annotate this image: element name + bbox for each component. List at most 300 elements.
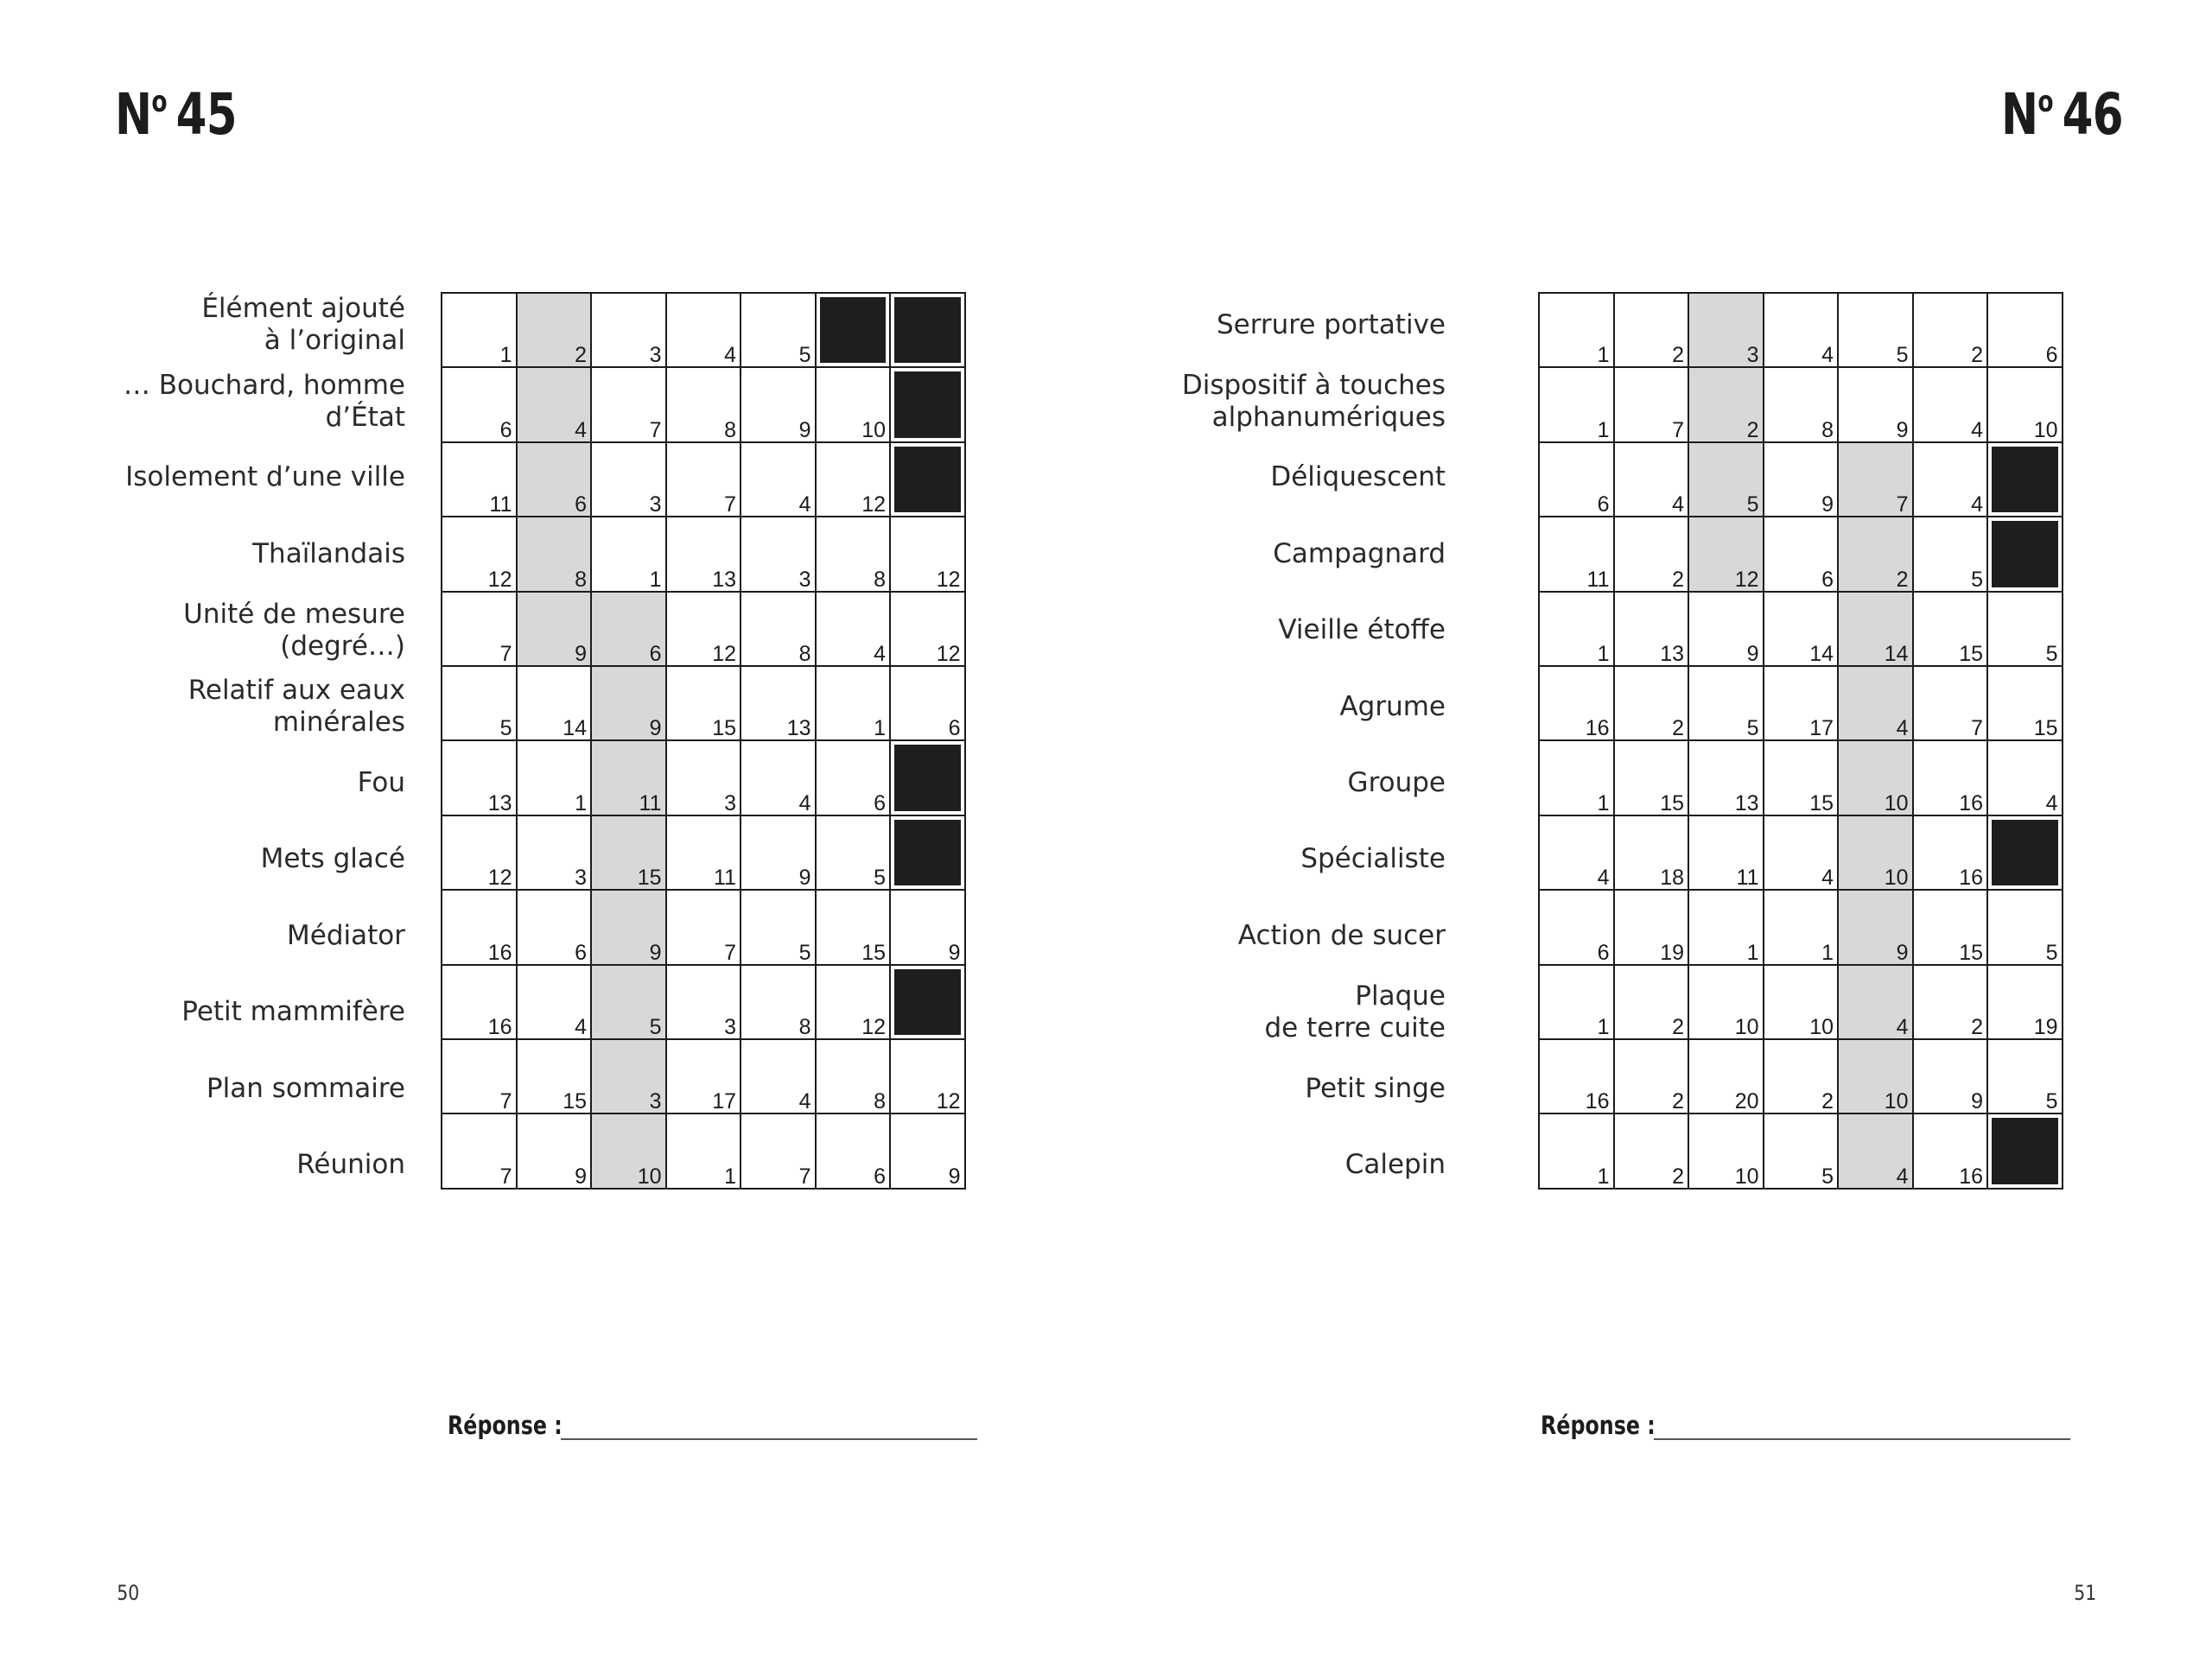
black-cell xyxy=(816,293,891,367)
cell-number: 1 xyxy=(1821,940,1834,965)
letter-cell[interactable] xyxy=(591,293,666,367)
cell-number: 1 xyxy=(874,716,886,741)
letter-cell[interactable] xyxy=(890,890,965,964)
black-cell xyxy=(890,740,965,815)
answer-label: Réponse : xyxy=(1541,1411,1656,1440)
letter-cell[interactable] xyxy=(1987,1039,2063,1114)
letter-cell[interactable] xyxy=(816,666,891,740)
letter-cell[interactable] xyxy=(741,592,816,666)
letter-cell[interactable] xyxy=(1913,367,1988,441)
cell-number: 12 xyxy=(712,641,736,666)
cell-number: 5 xyxy=(1746,716,1759,741)
letter-cell[interactable] xyxy=(1913,740,1988,815)
cell-number: 3 xyxy=(649,1089,662,1114)
letter-cell[interactable] xyxy=(816,1114,891,1188)
letter-cell[interactable] xyxy=(1688,1114,1764,1188)
letter-cell[interactable] xyxy=(442,1114,517,1188)
shaded-letter-cell[interactable] xyxy=(517,293,592,367)
letter-cell[interactable] xyxy=(1614,740,1689,815)
cell-number: 3 xyxy=(1746,343,1759,368)
clue-text: Élément ajouté à l’original xyxy=(201,293,405,357)
letter-cell[interactable] xyxy=(1614,965,1689,1039)
letter-cell[interactable] xyxy=(816,442,891,517)
letter-cell[interactable] xyxy=(666,517,741,591)
letter-cell[interactable] xyxy=(741,666,816,740)
letter-cell[interactable] xyxy=(1987,666,2063,740)
letter-cell[interactable] xyxy=(591,517,666,591)
cell-number: 12 xyxy=(936,641,961,666)
cell-number: 5 xyxy=(499,716,512,741)
clue-text: Fou xyxy=(357,767,405,799)
shaded-letter-cell[interactable] xyxy=(591,740,666,815)
shaded-letter-cell[interactable] xyxy=(1838,442,1913,517)
black-cell xyxy=(1987,517,2063,591)
shaded-letter-cell[interactable] xyxy=(1838,740,1913,815)
letter-cell[interactable] xyxy=(1764,367,1839,441)
letter-cell[interactable] xyxy=(1688,815,1764,890)
cell-number: 12 xyxy=(861,1014,886,1039)
shaded-letter-cell[interactable] xyxy=(1838,666,1913,740)
cell-number: 7 xyxy=(798,1164,811,1189)
letter-cell[interactable] xyxy=(1764,1114,1839,1188)
letter-cell[interactable] xyxy=(741,293,816,367)
letter-cell[interactable] xyxy=(741,815,816,890)
cell-number: 16 xyxy=(1585,716,1610,741)
cell-number: 9 xyxy=(798,866,811,891)
letter-cell[interactable] xyxy=(666,965,741,1039)
black-cell xyxy=(890,442,965,517)
cell-number: 5 xyxy=(2045,940,2058,965)
letter-cell[interactable] xyxy=(1764,442,1839,517)
letter-cell[interactable] xyxy=(1688,1039,1764,1114)
cell-number: 3 xyxy=(649,492,662,517)
cell-number: 7 xyxy=(499,1089,512,1114)
cell-number: 14 xyxy=(1809,641,1834,666)
letter-cell[interactable] xyxy=(666,740,741,815)
cell-number: 15 xyxy=(1959,940,1983,965)
letter-cell[interactable] xyxy=(666,293,741,367)
letter-cell[interactable] xyxy=(1764,592,1839,666)
letter-cell[interactable] xyxy=(517,740,592,815)
letter-cell[interactable] xyxy=(890,592,965,666)
letter-cell[interactable] xyxy=(1688,592,1764,666)
letter-cell[interactable] xyxy=(741,890,816,964)
clue-text: Groupe xyxy=(1347,767,1446,799)
shaded-letter-cell[interactable] xyxy=(517,442,592,517)
letter-cell[interactable] xyxy=(1764,890,1839,964)
cell-number: 13 xyxy=(712,567,736,592)
cell-number: 19 xyxy=(1660,940,1684,965)
cell-number: 15 xyxy=(2033,716,2058,741)
cell-number: 11 xyxy=(714,866,736,891)
cell-number: 7 xyxy=(724,940,736,965)
shaded-letter-cell[interactable] xyxy=(517,592,592,666)
letter-cell[interactable] xyxy=(1688,740,1764,815)
letter-cell[interactable] xyxy=(1614,442,1689,517)
shaded-letter-cell[interactable] xyxy=(1838,592,1913,666)
letter-cell[interactable] xyxy=(1913,965,1988,1039)
letter-cell[interactable] xyxy=(442,965,517,1039)
letter-cell[interactable] xyxy=(1987,965,2063,1039)
cell-number: 10 xyxy=(1884,1089,1909,1114)
shaded-letter-cell[interactable] xyxy=(1838,1039,1913,1114)
cell-number: 4 xyxy=(1896,1164,1909,1189)
letter-cell[interactable] xyxy=(1539,442,1614,517)
letter-cell[interactable] xyxy=(1913,1039,1988,1114)
shaded-letter-cell[interactable] xyxy=(591,666,666,740)
grid-row xyxy=(1539,1039,2063,1114)
letter-cell[interactable] xyxy=(1913,890,1988,964)
letter-cell[interactable] xyxy=(1764,666,1839,740)
letter-cell[interactable] xyxy=(1913,442,1988,517)
puzzle-number: 46 xyxy=(2062,81,2123,148)
cell-number: 16 xyxy=(487,940,512,965)
letter-cell[interactable] xyxy=(517,890,592,964)
letter-cell[interactable] xyxy=(890,1039,965,1114)
clue-text: Agrume xyxy=(1339,690,1446,722)
clue-text: Dispositif à touches alphanumériques xyxy=(1181,369,1446,433)
shaded-letter-cell[interactable] xyxy=(1688,442,1764,517)
letter-cell[interactable] xyxy=(890,517,965,591)
cell-number: 9 xyxy=(575,1164,587,1189)
grid-row xyxy=(442,1114,965,1188)
shaded-letter-cell[interactable] xyxy=(1838,890,1913,964)
letter-cell[interactable] xyxy=(1539,1039,1614,1114)
letter-cell[interactable] xyxy=(442,442,517,517)
clue-text: Campagnard xyxy=(1273,537,1446,569)
grid-row xyxy=(1539,592,2063,666)
letter-cell[interactable] xyxy=(666,815,741,890)
grid-row xyxy=(1539,890,2063,964)
shaded-letter-cell[interactable] xyxy=(591,965,666,1039)
letter-cell[interactable] xyxy=(890,666,965,740)
shaded-letter-cell[interactable] xyxy=(591,1039,666,1114)
grid-row xyxy=(1539,815,2063,890)
cell-number: 2 xyxy=(1672,1014,1684,1039)
letter-cell[interactable] xyxy=(1764,815,1839,890)
letter-cell[interactable] xyxy=(1764,1039,1839,1114)
letter-cell[interactable] xyxy=(1688,890,1764,964)
letter-cell[interactable] xyxy=(517,815,592,890)
shaded-letter-cell[interactable] xyxy=(591,1114,666,1188)
letter-cell[interactable] xyxy=(1913,1114,1988,1188)
cell-number: 15 xyxy=(1660,790,1684,815)
letter-cell[interactable] xyxy=(1688,965,1764,1039)
cell-number: 10 xyxy=(1884,790,1909,815)
cell-number: 2 xyxy=(1672,567,1684,592)
cell-number: 6 xyxy=(1597,940,1610,965)
letter-cell[interactable] xyxy=(1913,666,1988,740)
letter-cell[interactable] xyxy=(1539,293,1614,367)
letter-cell[interactable] xyxy=(741,442,816,517)
letter-cell[interactable] xyxy=(1539,890,1614,964)
cell-number: 10 xyxy=(2033,417,2058,442)
cell-number: 3 xyxy=(798,567,811,592)
letter-cell[interactable] xyxy=(816,890,891,964)
letter-cell[interactable] xyxy=(741,965,816,1039)
letter-cell[interactable] xyxy=(1913,815,1988,890)
letter-cell[interactable] xyxy=(1539,740,1614,815)
cell-number: 9 xyxy=(649,716,662,741)
grid-row xyxy=(442,740,965,815)
shaded-letter-cell[interactable] xyxy=(591,592,666,666)
answer-input-line[interactable] xyxy=(561,1412,977,1440)
clue-text: Mets glacé xyxy=(260,843,405,875)
cell-number: 13 xyxy=(487,790,512,815)
letter-cell[interactable] xyxy=(442,367,517,441)
letter-cell[interactable] xyxy=(666,592,741,666)
letter-cell[interactable] xyxy=(1987,890,2063,964)
cell-number: 16 xyxy=(1959,866,1983,891)
answer-input-line[interactable] xyxy=(1654,1412,2070,1440)
letter-cell[interactable] xyxy=(1913,592,1988,666)
letter-cell[interactable] xyxy=(1539,592,1614,666)
letter-cell[interactable] xyxy=(666,1114,741,1188)
letter-cell[interactable] xyxy=(591,442,666,517)
cell-number: 6 xyxy=(874,790,886,815)
shaded-letter-cell[interactable] xyxy=(517,517,592,591)
grid-row xyxy=(442,890,965,964)
cell-number: 12 xyxy=(1734,567,1759,592)
letter-cell[interactable] xyxy=(442,666,517,740)
letter-cell[interactable] xyxy=(1987,740,2063,815)
cell-number: 6 xyxy=(1597,492,1610,517)
shaded-letter-cell[interactable] xyxy=(1688,293,1764,367)
cell-number: 17 xyxy=(712,1089,736,1114)
cell-number: 4 xyxy=(798,790,811,815)
letter-cell[interactable] xyxy=(666,666,741,740)
shaded-letter-cell[interactable] xyxy=(591,890,666,964)
letter-cell[interactable] xyxy=(1614,367,1689,441)
cell-number: 10 xyxy=(1734,1164,1759,1189)
letter-cell[interactable] xyxy=(816,815,891,890)
letter-cell[interactable] xyxy=(1614,666,1689,740)
shaded-letter-cell[interactable] xyxy=(591,815,666,890)
cell-number: 16 xyxy=(1959,790,1983,815)
cell-number: 12 xyxy=(487,866,512,891)
letter-cell[interactable] xyxy=(1987,293,2063,367)
letter-cell[interactable] xyxy=(1614,592,1689,666)
grid-row xyxy=(442,815,965,890)
cell-number: 10 xyxy=(637,1164,662,1189)
letter-cell[interactable] xyxy=(741,1039,816,1114)
cell-number: 3 xyxy=(649,343,662,368)
letter-cell[interactable] xyxy=(1614,1114,1689,1188)
cell-number: 15 xyxy=(861,940,886,965)
black-cell xyxy=(1987,1114,2063,1188)
letter-cell[interactable] xyxy=(1539,965,1614,1039)
cell-number: 4 xyxy=(1597,866,1610,891)
letter-cell[interactable] xyxy=(442,815,517,890)
black-cell xyxy=(890,815,965,890)
cell-number: 9 xyxy=(1896,417,1909,442)
cell-number: 9 xyxy=(1746,641,1759,666)
grid-row xyxy=(1539,442,2063,517)
cell-number: 2 xyxy=(1672,343,1684,368)
letter-cell[interactable] xyxy=(666,367,741,441)
letter-cell[interactable] xyxy=(1614,890,1689,964)
shaded-letter-cell[interactable] xyxy=(1838,1114,1913,1188)
cell-number: 10 xyxy=(861,417,886,442)
page-number: 51 xyxy=(2074,1581,2097,1605)
cell-number: 10 xyxy=(1884,866,1909,891)
cell-number: 2 xyxy=(1672,1089,1684,1114)
black-cell xyxy=(890,367,965,441)
shaded-letter-cell[interactable] xyxy=(1688,367,1764,441)
cell-number: 2 xyxy=(575,343,587,368)
cell-number: 1 xyxy=(1597,790,1610,815)
letter-cell[interactable] xyxy=(1539,666,1614,740)
cell-number: 9 xyxy=(1971,1089,1983,1114)
clue-text: Action de sucer xyxy=(1237,919,1446,951)
letter-cell[interactable] xyxy=(1614,815,1689,890)
cell-number: 10 xyxy=(1809,1014,1834,1039)
cell-number: 1 xyxy=(499,343,512,368)
letter-cell[interactable] xyxy=(442,890,517,964)
cell-number: 11 xyxy=(1736,866,1759,891)
cell-number: 7 xyxy=(1672,417,1684,442)
puzzle-title: $N^o$ 46 xyxy=(2001,81,2123,148)
cell-number: 6 xyxy=(2045,343,2058,368)
letter-cell[interactable] xyxy=(1764,293,1839,367)
letter-cell[interactable] xyxy=(517,1114,592,1188)
letter-cell[interactable] xyxy=(741,740,816,815)
clue-list xyxy=(1100,292,1446,1209)
letter-cell[interactable] xyxy=(1838,293,1913,367)
cell-number: 4 xyxy=(1896,1014,1909,1039)
letter-cell[interactable] xyxy=(517,1039,592,1114)
cell-number: 8 xyxy=(575,567,587,592)
grid-row xyxy=(442,1039,965,1114)
cell-number: 12 xyxy=(936,567,961,592)
letter-cell[interactable] xyxy=(1614,517,1689,591)
letter-cell[interactable] xyxy=(1539,1114,1614,1188)
letter-cell[interactable] xyxy=(666,890,741,964)
letter-cell[interactable] xyxy=(442,517,517,591)
letter-cell[interactable] xyxy=(666,442,741,517)
cell-number: 12 xyxy=(936,1089,961,1114)
clue-text: Médiator xyxy=(287,919,405,951)
letter-cell[interactable] xyxy=(741,517,816,591)
letter-cell[interactable] xyxy=(1764,740,1839,815)
puzzle-title: $N^o$ 45 xyxy=(115,81,237,148)
clue-text: Vieille étoffe xyxy=(1278,614,1446,646)
cell-number: 4 xyxy=(1971,492,1983,517)
right-page xyxy=(1106,0,2212,1656)
letter-cell[interactable] xyxy=(1688,666,1764,740)
cell-number: 4 xyxy=(1821,343,1834,368)
clue-text: Déliquescent xyxy=(1270,461,1446,493)
letter-cell[interactable] xyxy=(442,740,517,815)
cell-number: 9 xyxy=(1821,492,1834,517)
cell-number: 19 xyxy=(2033,1014,2058,1039)
cell-number: 3 xyxy=(724,790,736,815)
letter-cell[interactable] xyxy=(890,1114,965,1188)
cell-number: 1 xyxy=(724,1164,736,1189)
shaded-letter-cell[interactable] xyxy=(1688,517,1764,591)
cell-number: 7 xyxy=(499,1164,512,1189)
letter-cell[interactable] xyxy=(591,367,666,441)
cell-number: 9 xyxy=(948,1164,961,1189)
cell-number: 4 xyxy=(1821,866,1834,891)
cell-number: 3 xyxy=(575,866,587,891)
answer-area xyxy=(1541,1405,2070,1440)
puzzle-grid xyxy=(1538,292,2063,1190)
letter-cell[interactable] xyxy=(442,1039,517,1114)
cell-number: 9 xyxy=(948,940,961,965)
letter-cell[interactable] xyxy=(816,367,891,441)
cell-number: 6 xyxy=(1821,567,1834,592)
cell-number: 2 xyxy=(1896,567,1909,592)
clue-text: Unité de mesure (degré…) xyxy=(183,598,405,662)
letter-cell[interactable] xyxy=(816,1039,891,1114)
letter-cell[interactable] xyxy=(1614,293,1689,367)
cell-number: 2 xyxy=(1746,417,1759,442)
grid-row xyxy=(1539,666,2063,740)
shaded-letter-cell[interactable] xyxy=(517,367,592,441)
grid-row xyxy=(1539,367,2063,441)
cell-number: 7 xyxy=(1896,492,1909,517)
cell-number: 7 xyxy=(724,492,736,517)
letter-cell[interactable] xyxy=(1987,592,2063,666)
cell-number: 9 xyxy=(649,940,662,965)
letter-cell[interactable] xyxy=(1539,815,1614,890)
cell-number: 6 xyxy=(948,716,961,741)
letter-cell[interactable] xyxy=(1539,367,1614,441)
letter-cell[interactable] xyxy=(741,1114,816,1188)
cell-number: 6 xyxy=(575,940,587,965)
letter-cell[interactable] xyxy=(666,1039,741,1114)
letter-cell[interactable] xyxy=(741,367,816,441)
shaded-letter-cell[interactable] xyxy=(1838,965,1913,1039)
cell-number: 18 xyxy=(1660,866,1684,891)
letter-cell[interactable] xyxy=(442,293,517,367)
shaded-letter-cell[interactable] xyxy=(1838,815,1913,890)
letter-cell[interactable] xyxy=(1838,367,1913,441)
letter-cell[interactable] xyxy=(517,965,592,1039)
cell-number: 7 xyxy=(1971,716,1983,741)
cell-number: 4 xyxy=(1896,716,1909,741)
cell-number: 4 xyxy=(575,417,587,442)
cell-number: 5 xyxy=(874,866,886,891)
letter-cell[interactable] xyxy=(517,666,592,740)
cell-number: 9 xyxy=(1896,940,1909,965)
letter-cell[interactable] xyxy=(442,592,517,666)
clue-text: Réunion xyxy=(296,1148,405,1180)
cell-number: 2 xyxy=(1971,1014,1983,1039)
letter-cell[interactable] xyxy=(1539,517,1614,591)
cell-number: 14 xyxy=(563,716,587,741)
letter-cell[interactable] xyxy=(1764,965,1839,1039)
letter-cell[interactable] xyxy=(816,740,891,815)
clue-text: Isolement d’une ville xyxy=(125,461,405,493)
letter-cell[interactable] xyxy=(1913,293,1988,367)
grid-row xyxy=(442,666,965,740)
letter-cell[interactable] xyxy=(1764,517,1839,591)
letter-cell[interactable] xyxy=(816,592,891,666)
black-cell xyxy=(1987,815,2063,890)
letter-cell[interactable] xyxy=(816,965,891,1039)
puzzle-number: 45 xyxy=(175,81,237,148)
letter-cell[interactable] xyxy=(1614,1039,1689,1114)
letter-cell[interactable] xyxy=(1987,367,2063,441)
letter-cell[interactable] xyxy=(1913,517,1988,591)
grid-row xyxy=(442,592,965,666)
letter-cell[interactable] xyxy=(816,517,891,591)
shaded-letter-cell[interactable] xyxy=(1838,517,1913,591)
cell-number: 8 xyxy=(798,641,811,666)
clue-text: Relatif aux eaux minérales xyxy=(188,675,405,739)
